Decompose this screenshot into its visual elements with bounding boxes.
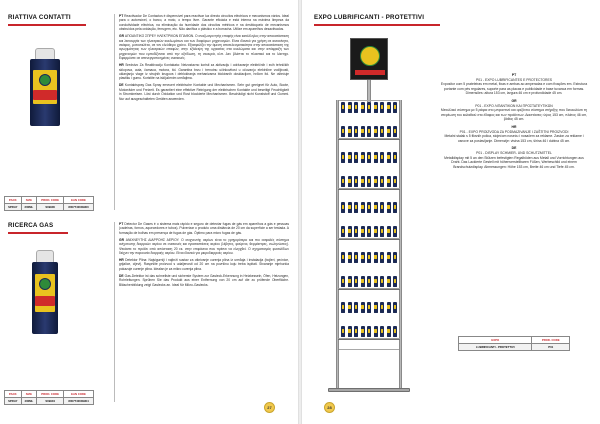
brand-logo-icon bbox=[360, 46, 380, 66]
riattiva-spec-table bbox=[4, 196, 94, 211]
rack-can bbox=[387, 176, 391, 187]
rack-can bbox=[348, 102, 352, 113]
rack-base bbox=[328, 388, 410, 392]
rack-can bbox=[348, 276, 352, 287]
spec-header-cell: SIZE bbox=[21, 197, 37, 204]
spec-header-cell: PROD. CODE bbox=[37, 391, 64, 398]
can-label-band bbox=[35, 296, 55, 306]
rack-can bbox=[380, 202, 384, 213]
spec-data-row bbox=[5, 398, 94, 405]
spec-cell: 8007740009900 bbox=[64, 204, 94, 211]
rack-can bbox=[354, 202, 358, 213]
rack-can bbox=[367, 176, 371, 187]
rack-can bbox=[380, 302, 384, 313]
riattiva-description bbox=[119, 14, 289, 104]
rack-can bbox=[374, 176, 378, 187]
paragraph-pt: PT Detector De Gases é o sistema mais rápido e seguro de detectar fugas de gás em aparelhos a gás e pessoas (cadeiras, fornos, aquecedores e tubos). Pulverizar o produto uma distância de 20 cm da superfície a ser testada. A formação de bolhas em presença de fugas de gás. Óptimo para micro fugas de gás. bbox=[119, 222, 289, 235]
column-divider bbox=[114, 14, 115, 210]
rack-shelf bbox=[338, 288, 400, 290]
expo-display-rack-image bbox=[324, 38, 414, 410]
section-title-underline bbox=[8, 24, 86, 26]
spec-data-row bbox=[5, 204, 94, 211]
rack-can bbox=[387, 126, 391, 137]
rack-can bbox=[367, 276, 371, 287]
page-number: 28 bbox=[324, 402, 335, 413]
rack-can bbox=[380, 152, 384, 163]
paragraph-gr: GR ΑΝΙΧΝΕΥΤΗΣ ΔΙΑΡΡΟΗΣ ΑΕΡΙΟΥ. Ο ανιχνευτής αερίων είναι το γρηγορότερο και πιο ασφαλές σύστημα ανίχνευσης διαρροών αερίου σε συσκευές και εγκαταστάσεις αερίου (λέβητες, φούρνοι, θερμάστρες, σωληνώσεις). Ψεκάστε το προϊόν από απόσταση 20 εκ. στην επιφάνεια που πρέπει να ελεγχθεί. Ο σχηματισμός φυσαλίδων δείχνει την παρουσία διαρροής αερίου. Είναι ιδανικό για μικροδιαρροές αερίου. bbox=[119, 237, 289, 256]
rack-can bbox=[348, 226, 352, 237]
paragraph-hr: HR Detektor Plina: Najsigurniji i najbrži sustav za otkrivanje curenja plina iz uređaja i instalacija (bojleri, pećnice, grijalice, cijevi). Raspršite proizvod s udaljenosti od 20 cm na površinu koju treba ispitati. Stvaranje mjehurića pokazuje curenje plina. Idealan je za mikro curenja plina. bbox=[119, 258, 290, 271]
rack-can bbox=[361, 252, 365, 263]
rack-can bbox=[341, 326, 345, 337]
rack-can bbox=[393, 176, 397, 187]
rack-can bbox=[348, 326, 352, 337]
rack-can bbox=[367, 302, 371, 313]
page-gutter bbox=[298, 0, 302, 424]
rack-can bbox=[387, 202, 391, 213]
rack-can bbox=[348, 126, 352, 137]
brand-logo-icon bbox=[39, 74, 51, 86]
rack-can bbox=[380, 102, 384, 113]
rack-can bbox=[361, 102, 365, 113]
can-label-band bbox=[33, 90, 57, 100]
rack-can bbox=[374, 202, 378, 213]
paragraph-de: DE Kontaktspray Das Spray erneuert elektrische Kontakte und Mechanismen. Sehr gut geeignet für Auto, Boote, Motorräder und Freizeit. Es garantiert eine effektive Reinigung der elektrischen Kontakte und beseitigt Feuchtigkeit in Stromkreisen. Löst durch Oxidation und Rost blockierte Mechanismen. Beschädigt nicht Kunststoff und Gummi. Nur auf ausgeschalteten Geräten anwenden. bbox=[119, 83, 289, 101]
rack-can bbox=[354, 102, 358, 113]
rack-can bbox=[387, 152, 391, 163]
rack-can bbox=[367, 326, 371, 337]
rack-shelf bbox=[338, 238, 400, 240]
rack-can bbox=[380, 176, 384, 187]
section-title-riattiva: RIATTIVA CONTATTI bbox=[8, 14, 71, 21]
rack-can bbox=[374, 102, 378, 113]
rack-can bbox=[380, 276, 384, 287]
rack-can bbox=[393, 252, 397, 263]
rack-can bbox=[348, 302, 352, 313]
rack-can bbox=[393, 302, 397, 313]
rack-can bbox=[354, 152, 358, 163]
rack-can bbox=[354, 252, 358, 263]
rack-shelf bbox=[338, 188, 400, 190]
rack-can bbox=[354, 126, 358, 137]
rack-can bbox=[393, 152, 397, 163]
rack-can bbox=[387, 302, 391, 313]
rack-can bbox=[387, 226, 391, 237]
rack-sign bbox=[350, 38, 388, 80]
section-title-ricerca-gas: RICERCA GAS bbox=[8, 222, 54, 229]
section-title-underline bbox=[8, 232, 68, 234]
rack-can bbox=[354, 302, 358, 313]
ricerca-gas-spec-table bbox=[4, 390, 94, 405]
spec-cell: 400ML bbox=[21, 398, 37, 405]
spec-header-cell: PROD. CODE bbox=[37, 197, 64, 204]
spec-header-cell: EAN CODE bbox=[64, 197, 94, 204]
rack-can bbox=[341, 126, 345, 137]
rack-can bbox=[341, 302, 345, 313]
spec-cell: 8007740009904 bbox=[64, 398, 94, 405]
spec-header-cell: PACK bbox=[5, 197, 22, 204]
rack-can bbox=[361, 176, 365, 187]
rack-can bbox=[387, 276, 391, 287]
rack-can bbox=[374, 326, 378, 337]
rack-can bbox=[341, 202, 345, 213]
rack-can bbox=[341, 226, 345, 237]
spec-header-row bbox=[459, 337, 570, 344]
rack-can bbox=[393, 326, 397, 337]
paragraph-de: DE Gas-Detektor ist das schnellste und sicherste System zur Gasleck-Erkennung in Heizkesseln, Öfen, Heizungen, Rohrleitungen. Sprühen Sie das Produkt aus einer Entfernung von 20 cm auf die zu prüfende Oberfläche. Bläschenbildung zeigt Gaslecks an. Ideal für Mikro-Gaslecks. bbox=[119, 273, 289, 287]
spec-header-cell: SIZE bbox=[21, 391, 37, 398]
rack-can bbox=[361, 202, 365, 213]
rack-can bbox=[387, 102, 391, 113]
rack-can bbox=[361, 302, 365, 313]
rack-can bbox=[393, 276, 397, 287]
rack-can bbox=[354, 226, 358, 237]
rack-can bbox=[354, 176, 358, 187]
block-pt: PT P01 - EXPO LUBRIFICANTES E PROTECTORES Expositor com 5 prateleiras em metal, fixas e ambas ao amperadas e com fixações em. Estrutura portante com pés regulares, suporte para as placas e publicidade e base tuxanca em formas. Dimensões: altura 153 cm, largura 46 cm e profundidade 45 cm. bbox=[440, 73, 588, 96]
page-number: 27 bbox=[264, 402, 275, 413]
spec-cell: SPRAY bbox=[5, 204, 22, 211]
rack-can bbox=[380, 252, 384, 263]
paragraph-hr: HR Sredstvo Za Reaktivaciju Kontakata: Neizostavno koristi za aktivaciju i održavanje električnih i svih tehničkih sklopova, auta, čamaca, motora, itd. Garantira brzu i trenutnu učinkovitost u očuvanju električne vodljivosti, uklanjanju vlage iz strujnih krugova i deblokiranja mehanizama blokiranih oksidacijom, hrđom itd. Ne oštećuje plastiku i gumu. Koristite na isključenim uređajima. bbox=[119, 63, 289, 81]
rack-can bbox=[387, 252, 391, 263]
rack-can bbox=[341, 252, 345, 263]
rack-can bbox=[348, 202, 352, 213]
rack-can bbox=[367, 126, 371, 137]
rack-can bbox=[380, 126, 384, 137]
spec-cell: 200ML bbox=[21, 204, 37, 211]
section-title-expo: EXPO LUBRIFICANTI - PROTETTIVI bbox=[314, 14, 425, 21]
rack-can bbox=[393, 126, 397, 137]
rack-can bbox=[341, 152, 345, 163]
rack-shelf bbox=[338, 138, 400, 140]
rack-can bbox=[380, 326, 384, 337]
spec-cell: S09900 bbox=[37, 204, 64, 211]
block-de: DE P01 - DISPLAY SCHMIER- UND SCHUTZMITTEL Metalldisplay mit 5 an den Stützen befestigten Regalböden aus Metall und Vorrichtungen aus Draht. Das Lackierte Gestell mit höhenverstellbaren Füßen, Werbeschild und einem Brandschutzdisplay. Abmessungen: Höhe 153 cm, Breite 46 cm und Tiefe 45 cm. bbox=[444, 146, 584, 169]
rack-can bbox=[367, 152, 371, 163]
rack-shelf bbox=[338, 338, 400, 340]
spec-header-cell: PACK bbox=[5, 391, 22, 398]
rack-can bbox=[348, 176, 352, 187]
rack-can bbox=[354, 326, 358, 337]
spec-cell: SPRAY bbox=[5, 398, 22, 405]
spec-header-cell: PROD. CODE bbox=[532, 337, 570, 344]
rack-can bbox=[374, 226, 378, 237]
column-divider bbox=[114, 222, 115, 402]
spec-cell: P01 bbox=[532, 344, 570, 351]
rack-can bbox=[361, 226, 365, 237]
rack-can bbox=[367, 202, 371, 213]
rack-can bbox=[367, 102, 371, 113]
expo-spec-table bbox=[458, 336, 570, 351]
rack-can bbox=[348, 252, 352, 263]
expo-description bbox=[440, 70, 588, 169]
rack-can bbox=[341, 102, 345, 113]
rack-can bbox=[367, 226, 371, 237]
sign-band bbox=[355, 70, 385, 75]
brand-logo-icon bbox=[39, 278, 51, 290]
rack-can bbox=[361, 152, 365, 163]
right-page bbox=[300, 0, 600, 424]
rack-can bbox=[393, 202, 397, 213]
rack-can bbox=[354, 276, 358, 287]
spec-header-cell: EAN CODE bbox=[64, 391, 94, 398]
rack-can bbox=[341, 276, 345, 287]
ricerca-gas-description bbox=[119, 222, 289, 290]
block-gr: GR P01 - EXPO ΛΙΠΑΝΤΙΚΩΝ ΚΑΙ ΠΡΟΣΤΑΤΕΥΤΙΚΩΝ Μεταλλικό σύστημα με 5 ράφια στο μπροστινό και οριζόντιο σύστημα στήριξης που διευκολύνει τη στερέωση του καλαθιού στο έδαφος και των προϊόντων. Διαστάσεις: ύψος 153 cm, πλάτος 46 cm, βάθος 45 cm. bbox=[440, 98, 588, 122]
rack-can bbox=[374, 276, 378, 287]
spec-cell: S09904 bbox=[37, 398, 64, 405]
rack-can bbox=[393, 226, 397, 237]
spec-header-row bbox=[5, 197, 94, 204]
spec-data-row bbox=[459, 344, 570, 351]
rack-can bbox=[374, 302, 378, 313]
paragraph-gr: GR ΑΠΟΑΝΤΙΚΟ ΣΠΡΕΥ ΗΛΕΚΤΡΙΚΩΝ ΕΠΑΦΩΝ. Ο αναζωογονητής επαφής είναι κατάλληλος στην αποκατάσταση και λειτουργία των ηλεκτρικών κυκλωμάτων και των διαφόρων μηχανισμών. Είναι ιδανικό για χρήση σε αυτοκίνητο, σκάφος, μοτοσικλέτα, σε τον ελεύθερο χρόνο. Εξασφαλίζει την άμεση αποτελεσματικότητα στην αποκατάσταση της αγωγιμότητας των ηλεκτρικών επαφών, στην εξάλειψη της υγρασίας στα κυκλώματα και στην απόφραξη των μηχανισμών που εμποδίζονται από την οξείδωση, τη σκουριά, κλπ. Δεν βλάπτει το πλαστικό και το λάστιχο. Εφαρμόστε σε απενεργοποιημένες συσκευές. bbox=[119, 34, 289, 61]
rack-right-pole bbox=[399, 100, 402, 390]
rack-can bbox=[361, 326, 365, 337]
spec-header-row bbox=[5, 391, 94, 398]
rack-can bbox=[374, 126, 378, 137]
rack-can bbox=[341, 176, 345, 187]
riattiva-contatti-can-image bbox=[30, 48, 60, 126]
spec-header-cell: EXPO bbox=[459, 337, 532, 344]
rack-left-pole bbox=[336, 100, 339, 390]
rack-can bbox=[361, 276, 365, 287]
rack-can bbox=[361, 126, 365, 137]
spec-cell: LUBRIFICANTI - PROTETTIVI bbox=[459, 344, 532, 351]
paragraph-pt: PT Reactivador De Contactos é dispensível para reactivar luz directo circuitos eléctricos e mecanismos vários. Ideal para o automóvel, o barco, a moto, o tempo livre. Garante eficácia e está interna na máxima limpeza da condutividade eléctrica, na eliminação da humidade dos circuitos métricos e na desbloqueio de mecanismos obstruídos pela oxidação, ferrugem, etc. Não danifica o plástico e a borracha. Utilize em aparelhos desactivados. bbox=[119, 14, 289, 32]
rack-sign-pole bbox=[367, 80, 371, 102]
rack-can bbox=[393, 102, 397, 113]
rack-can bbox=[374, 252, 378, 263]
rack-can bbox=[380, 226, 384, 237]
ricerca-gas-can-image bbox=[32, 250, 58, 334]
rack-can bbox=[387, 326, 391, 337]
block-hr: HR P01 - EXPO PROIZVODA ZA PODMAZIVANJE I ZAŠTITNI PROIZVODI Metalni stalak s 5 fiksnih polica, stojećom noseću i nosačem za reklame. Zaslon za reklame i osnove za postavljanje. Dimenzije: visina 153 cm, širina 46 i dubina 45 cm. bbox=[444, 124, 584, 143]
section-title-underline bbox=[314, 24, 440, 26]
rack-can bbox=[367, 252, 371, 263]
rack-can bbox=[374, 152, 378, 163]
rack-can bbox=[348, 152, 352, 163]
